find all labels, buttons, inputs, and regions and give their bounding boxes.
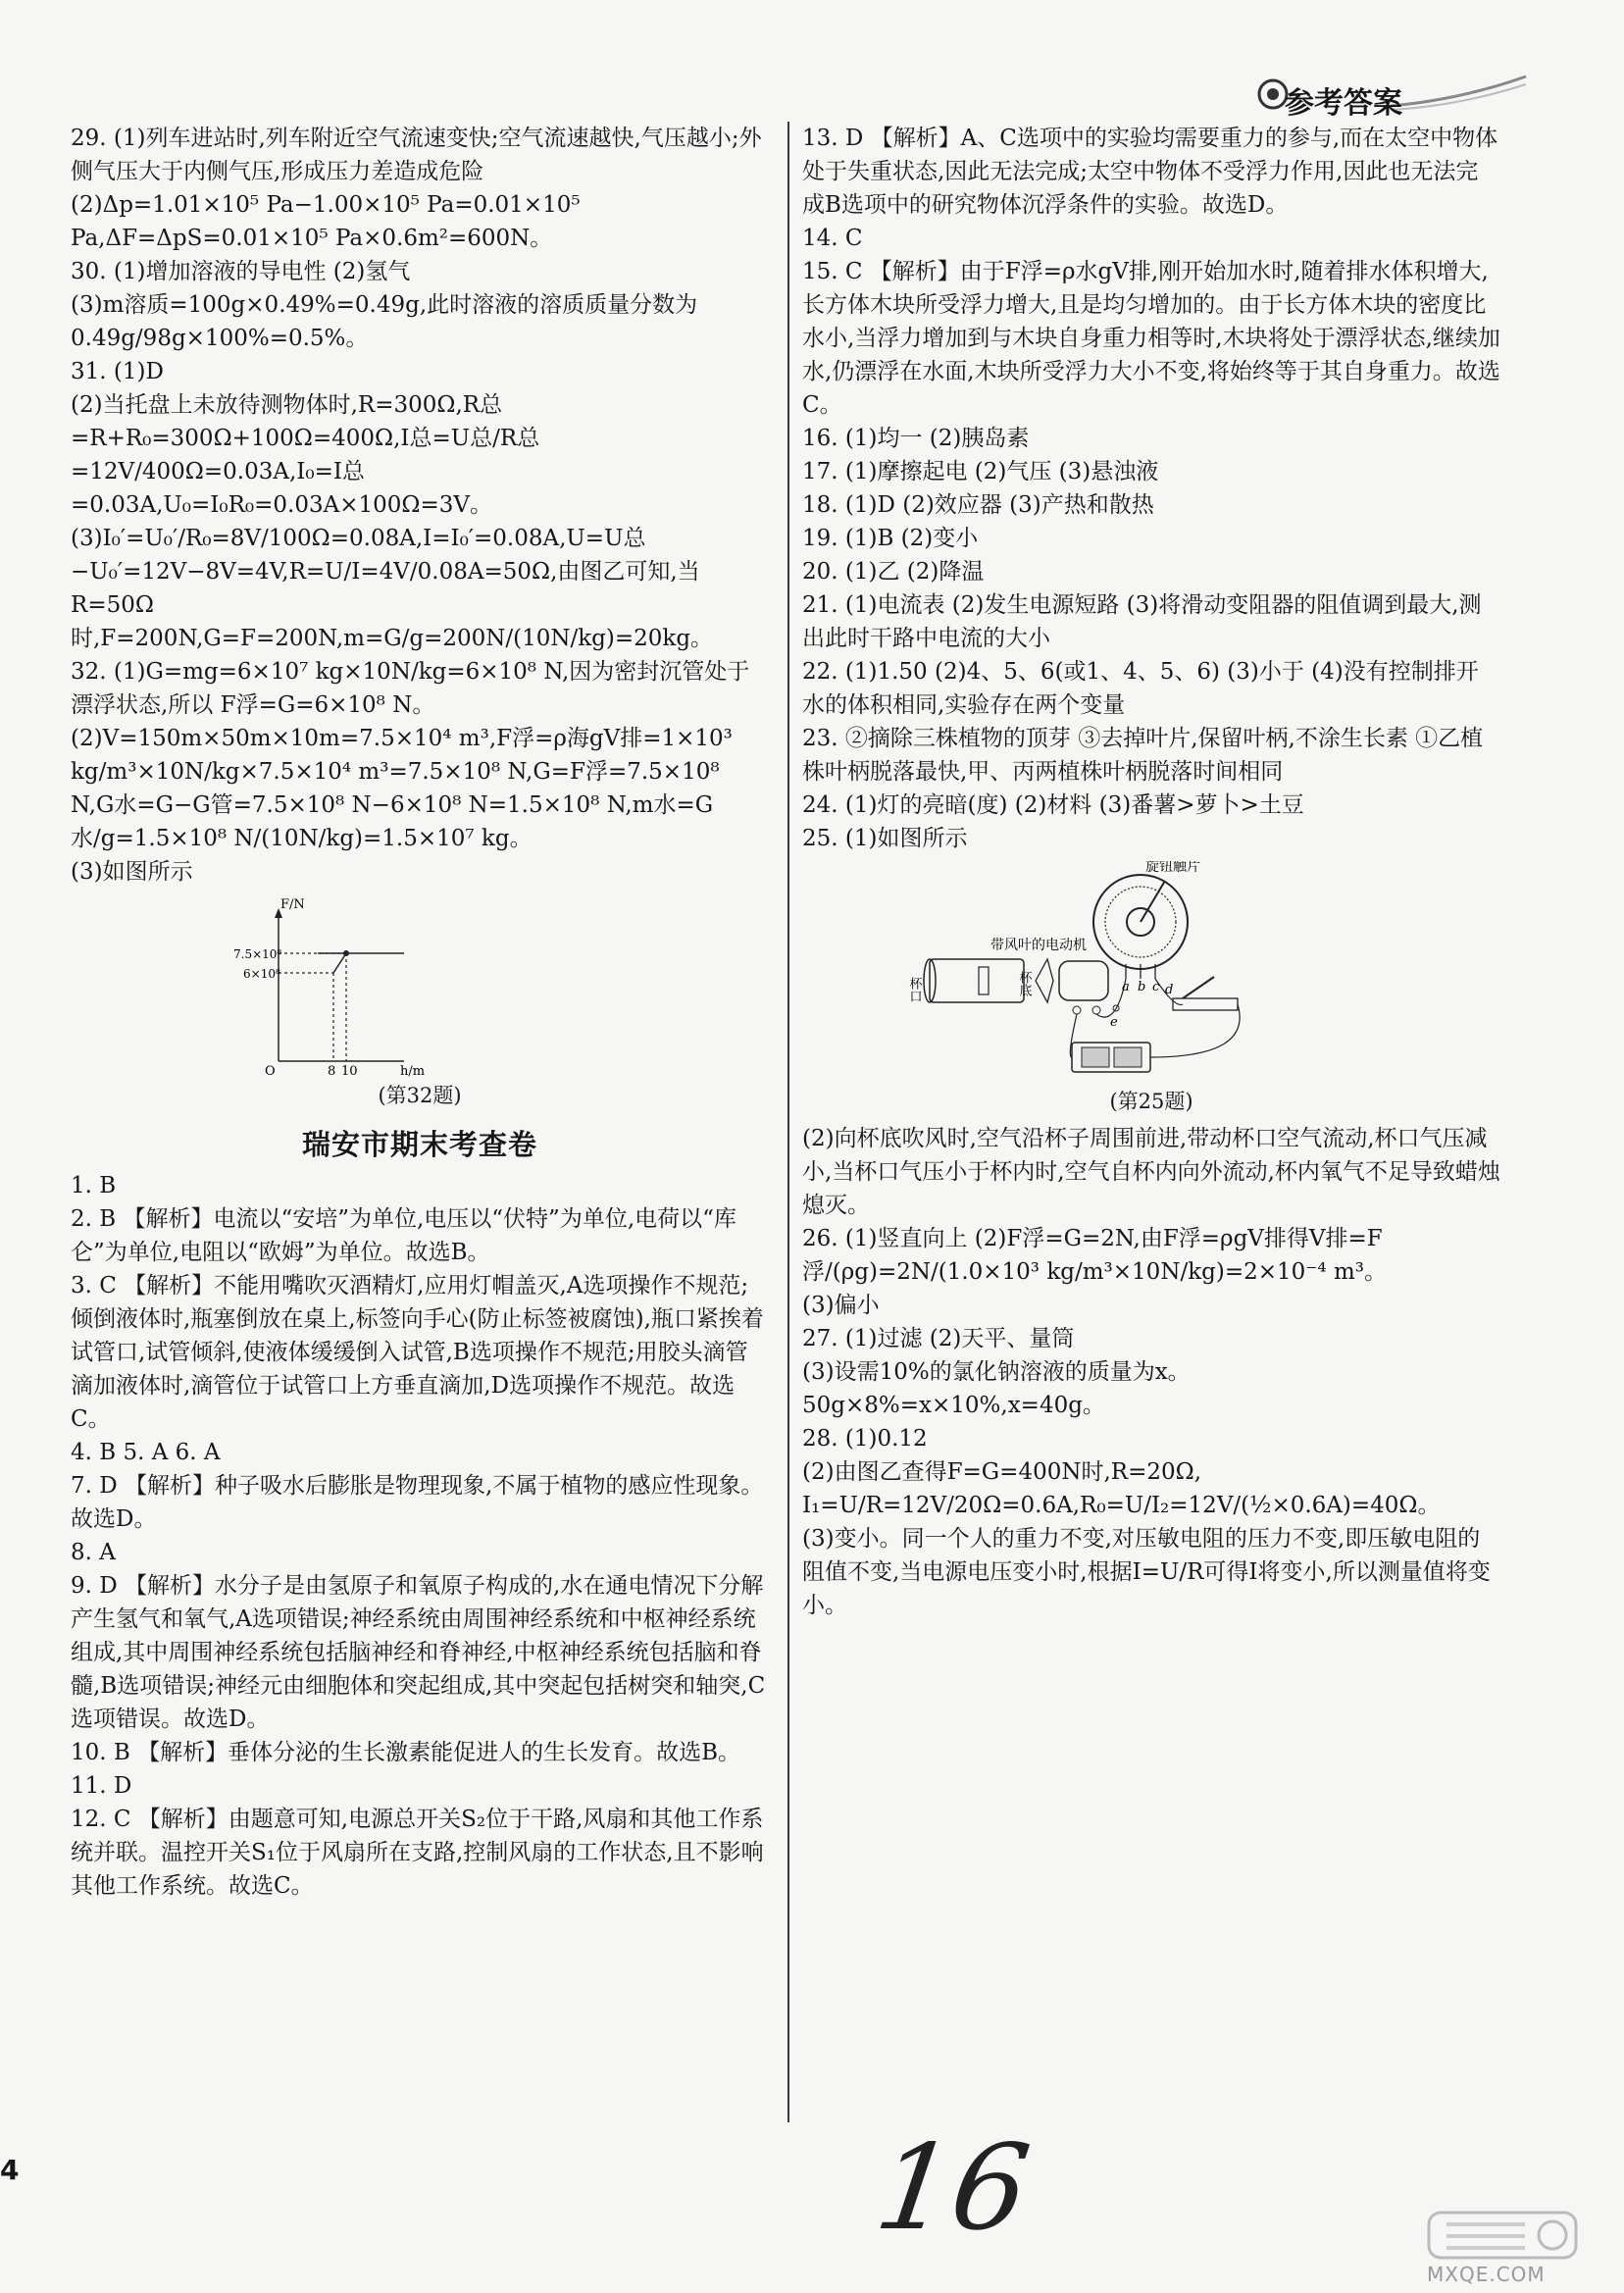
fig32-x-label: h/m [400,1064,426,1079]
handwritten-mark: 16 [868,2120,1038,2257]
answer-30-1: 30. (1)增加溶液的导电性 (2)氢气 [71,259,411,284]
answer-26-1: 26. (1)竖直向上 (2)F浮=G=2N,由F浮=ρgV排得V排=F浮/(ρg)=2N/(1.0×10³ kg/m³×10N/kg)=2×10⁻⁴ m³。 [802,1226,1387,1285]
figure-32-graph [71,894,769,1081]
answer-31-3: (3)I₀′=U₀′/R₀=8V/100Ω=0.08A,I=I₀′=0.08A,U=U总−U₀′=12V−8V=4V,R=U/I=4V/0.08A=50Ω,由图乙可知,当R=50Ω时,F=200N,G=F=200N,m=G/g=200N/(10N/kg)=20kg。 [71,526,714,651]
fig25-letter-b: b [1138,980,1146,994]
answer-25-1: 25. (1)如图所示 [802,826,968,851]
answer-14: 14. C [802,226,863,251]
answer-29-2: (2)Δp=1.01×10⁵ Pa−1.00×10⁵ Pa=0.01×10⁵ Pa,ΔF=ΔpS=0.01×10⁵ Pa×0.6m²=600N。 [71,192,581,251]
answer-23: 23. ②摘除三株植物的顶芽 ③去掉叶片,保留叶柄,不涂生长素 ①乙植株叶柄脱落最快,甲、丙两植株叶柄脱落时间相同 [802,726,1484,785]
answer-28-2: (2)由图乙查得F=G=400N时,R=20Ω, [802,1459,1202,1485]
answer-28-2b: I₁=U/R=12V/20Ω=0.6A,R₀=U/I₂=12V/(½×0.6A)=40Ω。 [802,1493,1441,1518]
fig25-letter-a: a [1122,980,1130,994]
right-column [802,122,1500,1622]
fig32-x-tick-1: 8 [328,1064,336,1079]
answer-32-2: (2)V=150m×50m×10m=7.5×10⁴ m³,F浮=ρ海gV排=1×10³ kg/m³×10N/kg×7.5×10⁴ m³=7.5×10⁸ N,G=F浮=7.5×10⁸ N,G水=G−G管=7.5×10⁸ N−6×10⁸ N=1.5×10⁸ N,m水=G水/g=1.5×10⁸ N/(10N/kg)=1.5×10⁷ kg。 [71,726,733,851]
answer-1: 1. B [71,1173,117,1198]
answer-18: 18. (1)D (2)效应器 (3)产热和散热 [802,492,1154,518]
answer-27-3b: 50g×8%=x×10%,x=40g。 [802,1393,1105,1418]
section-title: 瑞安市期末考查卷 [301,1128,537,1161]
fig25-letter-d: d [1165,983,1174,997]
answer-22: 22. (1)1.50 (2)4、5、6(或1、4、5、6) (3)小于 (4)没有控制排开水的体积相同,实验存在两个变量 [802,659,1479,718]
answer-12: 12. C 【解析】由题意可知,电源总开关S₂位于干路,风扇和其他工作系统并联。温控开关S₁位于风扇所在支路,控制风扇的工作状态,且不影响其他工作系统。故选C。 [71,1807,764,1899]
fig25-knob-label: 旋钮触片 [1145,861,1200,875]
answer-28-3: (3)变小。同一个人的重力不变,对压敏电阻的压力不变,即压敏电阻的阻值不变,当电源电压变小时,根据I=U/R可得I将变小,所以测量值将变小。 [802,1526,1491,1618]
answer-10: 10. B 【解析】垂体分泌的生长激素能促进人的生长发育。故选B。 [71,1740,741,1765]
answer-8: 8. A [71,1540,116,1565]
header-title: 参考答案 [1285,86,1402,121]
fig25-cup-bottom-label: 杯底 [1016,971,1032,996]
answer-15: 15. C 【解析】由于F浮=ρ水gV排,刚开始加水时,随着排水体积增大,长方体木块所受浮力增大,且是均匀增加的。由于长方体木块的密度比水小,当浮力增加到与木块自身重力相等时,木块将处于漂浮状态,继续加水,仍漂浮在水面,木块所受浮力大小不变,将始终等于其自身重力。故选C。 [802,259,1500,418]
answer-2: 2. B 【解析】电流以“安培”为单位,电压以“伏特”为单位,电荷以“库仑”为单位,电阻以“欧姆”为单位。故选B。 [71,1206,736,1265]
answer-26-3: (3)偏小 [802,1293,880,1318]
answer-7: 7. D 【解析】种子吸水后膨胀是物理现象,不属于植物的感应性现象。故选D。 [71,1473,764,1532]
fig32-y-tick-1: 7.5×10⁸ [233,947,282,961]
figure-32 [71,894,769,1110]
fig32-x-tick-2: 10 [341,1064,358,1079]
answer-21: 21. (1)电流表 (2)发生电源短路 (3)将滑动变阻器的阻值调到最大,测出此时干路中电流的大小 [802,592,1482,651]
answer-3: 3. C 【解析】不能用嘴吹灭酒精灯,应用灯帽盖灭,A选项操作不规范;倾倒液体时,瓶塞倒放在桌上,标签向手心(防止标签被腐蚀),瓶口紧挨着试管口,试管倾斜,使液体缓缓倒入试管,B选项操作不规范;用胶头滴管滴加液体时,滴管位于试管口上方垂直滴加,D选项操作不规范。故选C。 [71,1273,764,1432]
figure-32-caption: (第32题) [378,1084,462,1107]
column-divider [787,122,789,2122]
answer-24: 24. (1)灯的亮暗(度) (2)材料 (3)番薯>萝卜>土豆 [802,792,1304,818]
fig32-y-label: F/N [280,897,305,912]
fig25-motor-label: 带风叶的电动机 [990,938,1087,953]
answer-4-6: 4. B 5. A 6. A [71,1440,221,1465]
watermark-url: MXQE.COM [1427,2263,1546,2286]
answer-16: 16. (1)均一 (2)胰岛素 [802,426,1030,451]
answer-19: 19. (1)B (2)变小 [802,526,979,551]
fig32-origin: O [265,1064,276,1079]
answer-27-1: 27. (1)过滤 (2)天平、量筒 [802,1326,1075,1351]
left-column [71,122,769,1903]
answer-20: 20. (1)乙 (2)降温 [802,559,985,585]
answer-25-2: (2)向杯底吹风时,空气沿杯子周围前进,带动杯口空气流动,杯口气压减小,当杯口气压小于杯内时,空气自杯内向外流动,杯内氧气不足导致蜡烛熄灭。 [802,1126,1500,1218]
answer-9: 9. D 【解析】水分子是由氢原子和氧原子构成的,水在通电情况下分解产生氢气和氧气,A选项错误;神经系统由周围神经系统和中枢神经系统组成,其中周围神经系统包括脑神经和脊神经,中枢神经系统包括脑和脊髓,B选项错误;神经元由细胞体和突起组成,其中突起包括树突和轴突,C选项错误。故选D。 [71,1573,766,1732]
figure-25 [802,861,1500,1116]
fig32-y-tick-2: 6×10⁸ [243,967,280,981]
answer-32-3: (3)如图所示 [71,859,193,885]
fig25-letter-e: e [1110,1015,1118,1030]
answer-29-1: 29. (1)列车进站时,列车附近空气流速变快;空气流速越快,气压越小;外侧气压大于内侧气压,形成压力差造成危险 [71,126,762,184]
answer-32-1: 32. (1)G=mg=6×10⁷ kg×10N/kg=6×10⁸ N,因为密封沉管处于漂浮状态,所以 F浮=G=6×10⁸ N。 [71,659,750,718]
figure-25-diagram [802,861,1500,1087]
page-number: 4 [0,2154,20,2186]
answer-27-3: (3)设需10%的氯化钠溶液的质量为x。 [802,1359,1191,1385]
watermark-logo [1427,2205,1579,2264]
figure-25-caption: (第25题) [1109,1090,1193,1113]
answer-17: 17. (1)摩擦起电 (2)气压 (3)悬浊液 [802,459,1159,484]
fig25-letter-c: c [1152,980,1160,994]
answer-28-1: 28. (1)0.12 [802,1426,928,1452]
answer-31-1: 31. (1)D [71,359,164,384]
answer-11: 11. D [71,1773,132,1799]
answer-13: 13. D 【解析】A、C选项中的实验均需要重力的参与,而在太空中物体处于失重状态,因此无法完成;太空中物体不受浮力作用,因此也无法完成B选项中的研究物体沉浮条件的实验。故选D。 [802,126,1498,218]
fig25-cup-mouth-label: 杯口 [906,977,922,1002]
answer-30-3: (3)m溶质=100g×0.49%=0.49g,此时溶液的溶质质量分数为 0.49g/98g×100%=0.5%。 [71,292,698,351]
answer-31-2: (2)当托盘上未放待测物体时,R=300Ω,R总=R+R₀=300Ω+100Ω=400Ω,I总=U总/R总=12V/400Ω=0.03A,I₀=I总=0.03A,U₀=I₀R₀=0.03A×100Ω=3V。 [71,392,540,518]
